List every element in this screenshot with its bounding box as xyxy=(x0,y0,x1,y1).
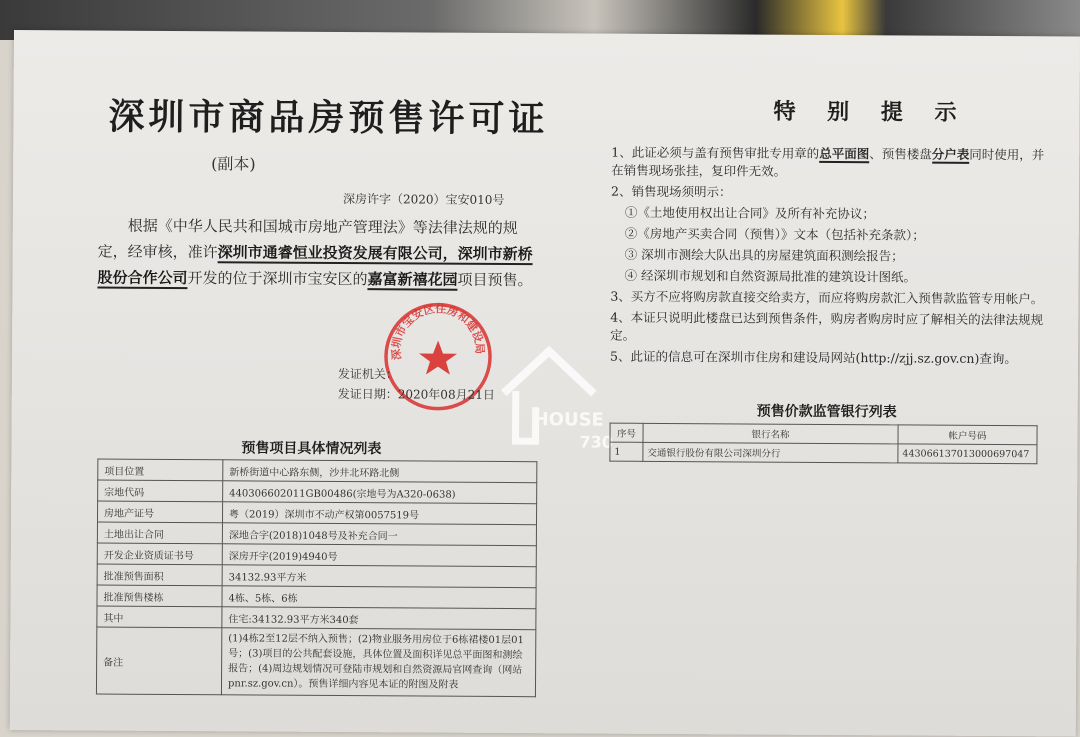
row-value: 34132.93平方米 xyxy=(222,565,536,588)
row-key: 备注 xyxy=(96,627,221,695)
notice-1-unit-table: 分户表 xyxy=(931,146,970,162)
row-value: 深地合字(2018)1048号及补充合同一 xyxy=(222,523,536,546)
notice-item-1 xyxy=(611,144,1051,183)
notice-item-2: 2、销售现场须明示： xyxy=(610,183,732,200)
row-value: 住宅:34132.93平方米340套 xyxy=(222,607,536,630)
notice-1-site-plan: 总平面图 xyxy=(819,145,870,162)
notice-item-2-3: ③ 深圳市测绘大队出具的房屋建筑面积测绘报告； xyxy=(624,246,904,264)
row-key: 批准预售楼栋 xyxy=(97,585,222,607)
project-name: 嘉富新禧花园 xyxy=(367,270,458,289)
notice-1-part-e: 同时使用，并在销售现场张挂，复印件无效。 xyxy=(611,146,1045,179)
notice-item-2-4: ④ 经深圳市规划和自然资源局批准的建筑设计图纸。 xyxy=(624,267,917,285)
bank-row-account: 443066137013000697047 xyxy=(898,444,1037,464)
row-key: 开发企业资质证书号 xyxy=(97,543,222,565)
row-key: 批准预售面积 xyxy=(97,564,222,586)
body-text-part3: 项目预售。 xyxy=(457,270,533,290)
table-row xyxy=(97,585,536,609)
row-key: 土地出让合同 xyxy=(97,522,222,544)
table-row xyxy=(98,459,537,483)
notice-list xyxy=(610,144,1051,372)
table-row xyxy=(96,627,535,697)
row-value: 新桥街道中心路东侧，沙井北环路北侧 xyxy=(223,460,537,483)
row-key: 房地产证号 xyxy=(97,501,222,523)
project-details-table xyxy=(96,459,537,698)
notice-item-2-2: ②《房地产买卖合同（预售）》文本（包括补充条款）； xyxy=(624,225,925,243)
body-text-part2: 开发的位于深圳市宝安区的 xyxy=(187,269,368,289)
bank-header-no: 序号 xyxy=(610,423,643,442)
bank-header-account: 帐户号码 xyxy=(898,425,1037,445)
bank-table-header xyxy=(610,423,1037,445)
row-key: 宗地代码 xyxy=(98,480,223,502)
table-row xyxy=(97,564,536,588)
permit-body-text xyxy=(97,213,537,294)
developer-name: 深圳市通睿恒业投资发展有限公司，深圳市新桥股份合作公司 xyxy=(97,243,533,288)
document-title: 深圳市商品房预售许可证 xyxy=(108,95,549,141)
bank-list-title: 预售价款监管银行列表 xyxy=(756,403,897,421)
permit-sheet xyxy=(10,30,1080,736)
table-row xyxy=(610,442,1037,464)
bank-row-name: 交通银行股份有限公司深圳分行 xyxy=(643,442,898,463)
project-table-title: 预售项目具体情况列表 xyxy=(241,440,382,458)
bank-row-no: 1 xyxy=(610,442,643,461)
permit-number: 深房许字（2020）宝安010号 xyxy=(342,192,505,207)
seal-text: 深圳市宝安区住房和建设局 xyxy=(389,302,487,361)
bank-header-name: 银行名称 xyxy=(643,423,898,444)
table-row xyxy=(97,501,536,525)
table-row xyxy=(97,543,536,567)
notice-item-3: 3、买方不应将购房款直接交给卖方，而应将购房款汇入预售款监管专用帐户。 xyxy=(610,288,1044,307)
notice-item-4: 4、本证只说明此楼盘已达到预售条件，购房者购房时应了解相关的法律法规规定。 xyxy=(610,309,1044,343)
issue-date: 2020年08月21日 xyxy=(397,387,495,402)
house730-watermark-icon xyxy=(493,333,624,464)
issuer-label: 发证机关： xyxy=(337,366,398,382)
issue-date-row xyxy=(338,385,495,403)
row-value: 深房开字(2019)4940号 xyxy=(222,544,536,567)
table-row xyxy=(97,606,536,630)
seal-star-icon xyxy=(419,340,457,374)
table-row xyxy=(97,522,536,546)
row-key: 项目位置 xyxy=(98,459,223,481)
row-value: (1)4栋2至12层不纳入预售；(2)物业服务用房位于6栋裙楼01层01号；(3)项目的公共配套设施，具体位置及面积详见总平面图和测绘报告；(4)周边规划情况可登陆市规划和自然资源局官网查询（网站pnr.sz.gov.cn）。预售详细内容见本证的附图及附表 xyxy=(221,628,535,697)
notice-item-5: 5、此证的信息可在深圳市住房和建设局网站(http://zjj.sz.gov.cn)查询。 xyxy=(609,348,1017,367)
notice-item-2-1: ①《土地使用权出让合同》及所有补充协议； xyxy=(624,204,875,222)
row-key: 其中 xyxy=(97,606,222,628)
table-row xyxy=(98,480,537,504)
bank-table xyxy=(609,423,1037,465)
row-value: 440306602011GB00486(宗地号为A320-0638) xyxy=(223,481,537,504)
notice-1-part-a: 1、此证必须与盖有预售审批专用章的 xyxy=(611,144,820,161)
watermark-line2: 730 xyxy=(579,432,613,452)
body-text-part1: 根据《中华人民共和国城市房地产管理法》等法律法规的规定，经审核，准许 xyxy=(97,216,518,262)
issue-date-label: 发证日期： xyxy=(337,386,398,402)
row-value: 4栋、5栋、6栋 xyxy=(222,586,536,609)
watermark-line1: HOUSE xyxy=(533,409,604,431)
notice-1-part-c: 、预售楼盘 xyxy=(869,146,932,162)
notice-title: 特 别 提 示 xyxy=(773,98,969,126)
row-value: 粤（2019）深圳市不动产权第0057519号 xyxy=(222,502,536,525)
copy-label: (副本) xyxy=(211,154,256,174)
